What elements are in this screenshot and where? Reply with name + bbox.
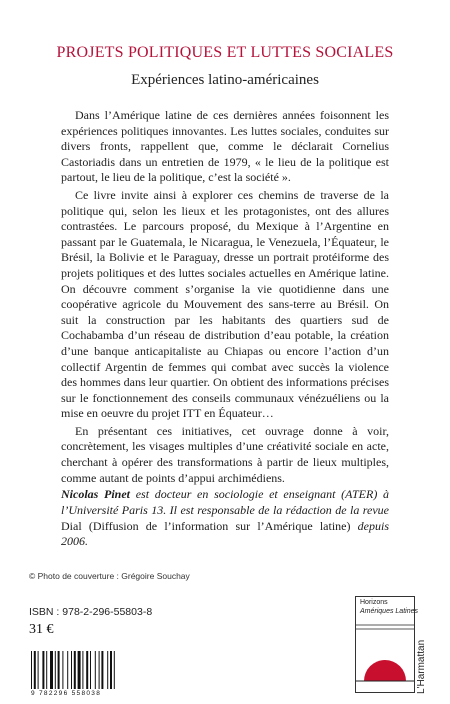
journal-name: Dial [61,518,82,533]
barcode-bar [78,651,81,689]
publisher-name: L'Harmattan [416,639,427,694]
author-bio-text-2: depuis 2006. [61,518,389,549]
barcode-bar [110,651,112,689]
author-bio [61,487,389,550]
barcode-bar [90,651,91,689]
barcode-bar [50,651,53,689]
blurb-paragraph-1: Dans l’Amérique latine de ces dernières années foisonnent les expériences politiques innovantes. Les luttes sociales, conduites sur divers fronts, rappellent que, comme le déclarait Cornelius Castoriadis dans un entretien de 1979, « le lieu de la politique est partout, le lieu de la politique, c’est la société ». [61,108,389,185]
author-name: Nicolas Pinet [61,487,131,501]
barcode-bar [82,651,83,689]
barcode-bar [42,651,44,689]
author-bio-text-1: est docteur en sociologie et enseignant (ATER) à l’Université Paris 13. Il est responsable de la rédaction de la revue [61,487,389,517]
barcode-bar [71,651,72,689]
book-title: PROJETS POLITIQUES ET LUTTES SOCIALES [56,44,394,61]
barcode-bar [31,651,32,689]
blurb [61,108,389,486]
photo-credit: © Photo de couverture : Grégoire Souchay [29,571,190,581]
barcode-bar [114,651,115,689]
barcode-bar [67,651,68,689]
barcode-bar [99,651,100,689]
barcode-bar [38,651,39,689]
sunrise-icon [356,619,414,692]
barcode-digits: 9 782296 558038 [31,690,135,697]
isbn: ISBN : 978-2-296-55803-8 [29,606,153,618]
barcode-bar [95,651,96,689]
barcode-bar [46,651,47,689]
barcode-bar [74,651,76,689]
logo-frame [355,596,418,693]
barcode-bar [34,651,36,689]
series-name: Horizons [360,599,388,606]
barcode-bar [107,651,108,689]
blurb-paragraph-3: En présentant ces initiatives, cet ouvrage donne à voir, concrètement, les visages multiples d’une créativité sociale en acte, cherchant à opérer des transformations à partir de lieux multiples, comme autant de points d’appui archimédiens. [61,423,389,485]
publisher-logo [355,596,429,700]
book-subtitle: Expériences latino-américaines [131,72,319,88]
blurb-paragraph-2: Ce livre invite ainsi à explorer ces chemins de traverse de la politique qui, selon les lieux et les protagonistes, ont des allures contrastées. Le parcours proposé, du Mexique à l’Argentine en passant par le Guatemala, le Nicaragua, le Venezuela, l’Équateur, le Brésil, la Bolivie et le Paraguay, dresse un portrait protéiforme des projets politiques et des luttes sociales actuelles en Amérique latine. On découvre comment s’organise la vie quotidienne dans une coopérative agricole du Mouvement des sans-terre au Brésil. On suit la construction par les habitants des quartiers sud de Cochabamba d’un réseau de distribution d’eau potable, la création d’une banque anticapitaliste au Chiapas ou encore l’action d’un collectif Argentin de femmes qui combat avec succès la violence des hommes dans leur quartier. On obtient des informations précises sur le fonctionnement des conseils communaux vénézuéliens ou la mise en oeuvre du projet ITT en Équateur… [61,187,389,421]
barcode-bar [86,651,88,689]
journal-full-name: (Diffusion de l’information sur l’Amérique latine) [81,518,358,533]
barcode-bar [101,651,103,689]
barcode-bar [55,651,56,689]
price: 31 € [29,622,54,637]
barcode-bar [58,651,60,689]
barcode-bar [62,651,63,689]
series-subname: Amériques Latines [360,608,418,615]
